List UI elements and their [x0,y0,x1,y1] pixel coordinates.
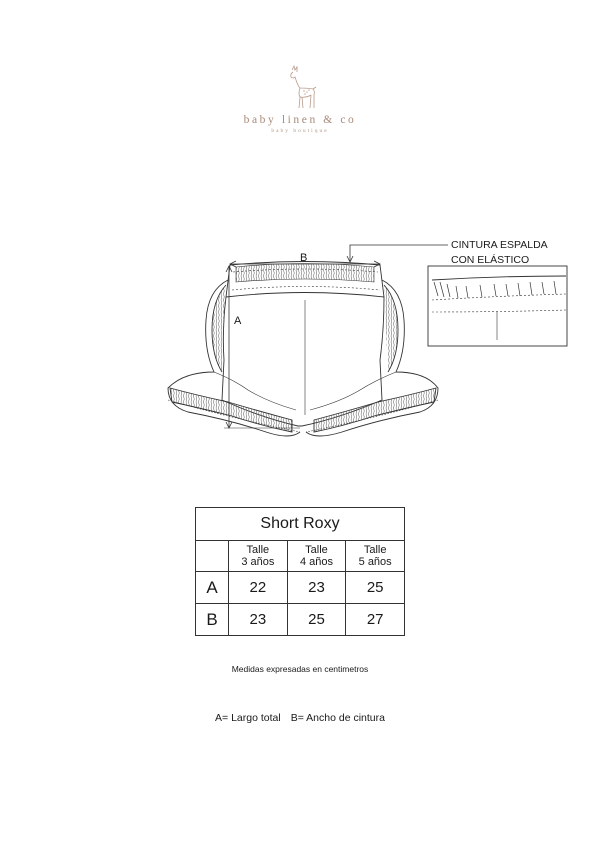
table-cell: 25 [346,572,405,604]
waistband [226,262,384,298]
column-header: Talle 4 años [287,541,346,572]
table-cell: 23 [229,604,288,636]
callout-line1: CINTURA ESPALDA [451,239,548,251]
label-a: A [234,315,242,327]
column-header: Talle 3 años [229,541,288,572]
brand-name: baby linen & co [243,114,357,126]
table-cell: 27 [346,604,405,636]
legend-b: B= Ancho de cintura [290,712,385,724]
waist-detail-box [428,266,567,346]
legend-a: A= Largo total [215,712,281,724]
row-label: B [196,604,229,636]
table-cell: 25 [287,604,346,636]
measurement-legend [0,712,600,724]
table-cell: 23 [287,572,346,604]
table-title: Short Roxy [196,508,405,541]
table-row [196,604,405,636]
row-label: A [196,572,229,604]
callout-line2: CON ELÁSTICO [451,254,530,266]
table-corner [196,541,229,572]
brand-tagline: baby boutique [271,128,329,134]
ruffle-right [306,280,438,436]
units-note: Medidas expresadas en centimetros [231,664,369,674]
ruffle-left [168,280,300,436]
table-row [196,572,405,604]
table-cell: 22 [229,572,288,604]
callout-leader [347,245,448,262]
column-header: Talle 5 años [346,541,405,572]
label-b: B [300,252,308,264]
size-table [195,507,405,636]
shorts-body [222,297,384,426]
